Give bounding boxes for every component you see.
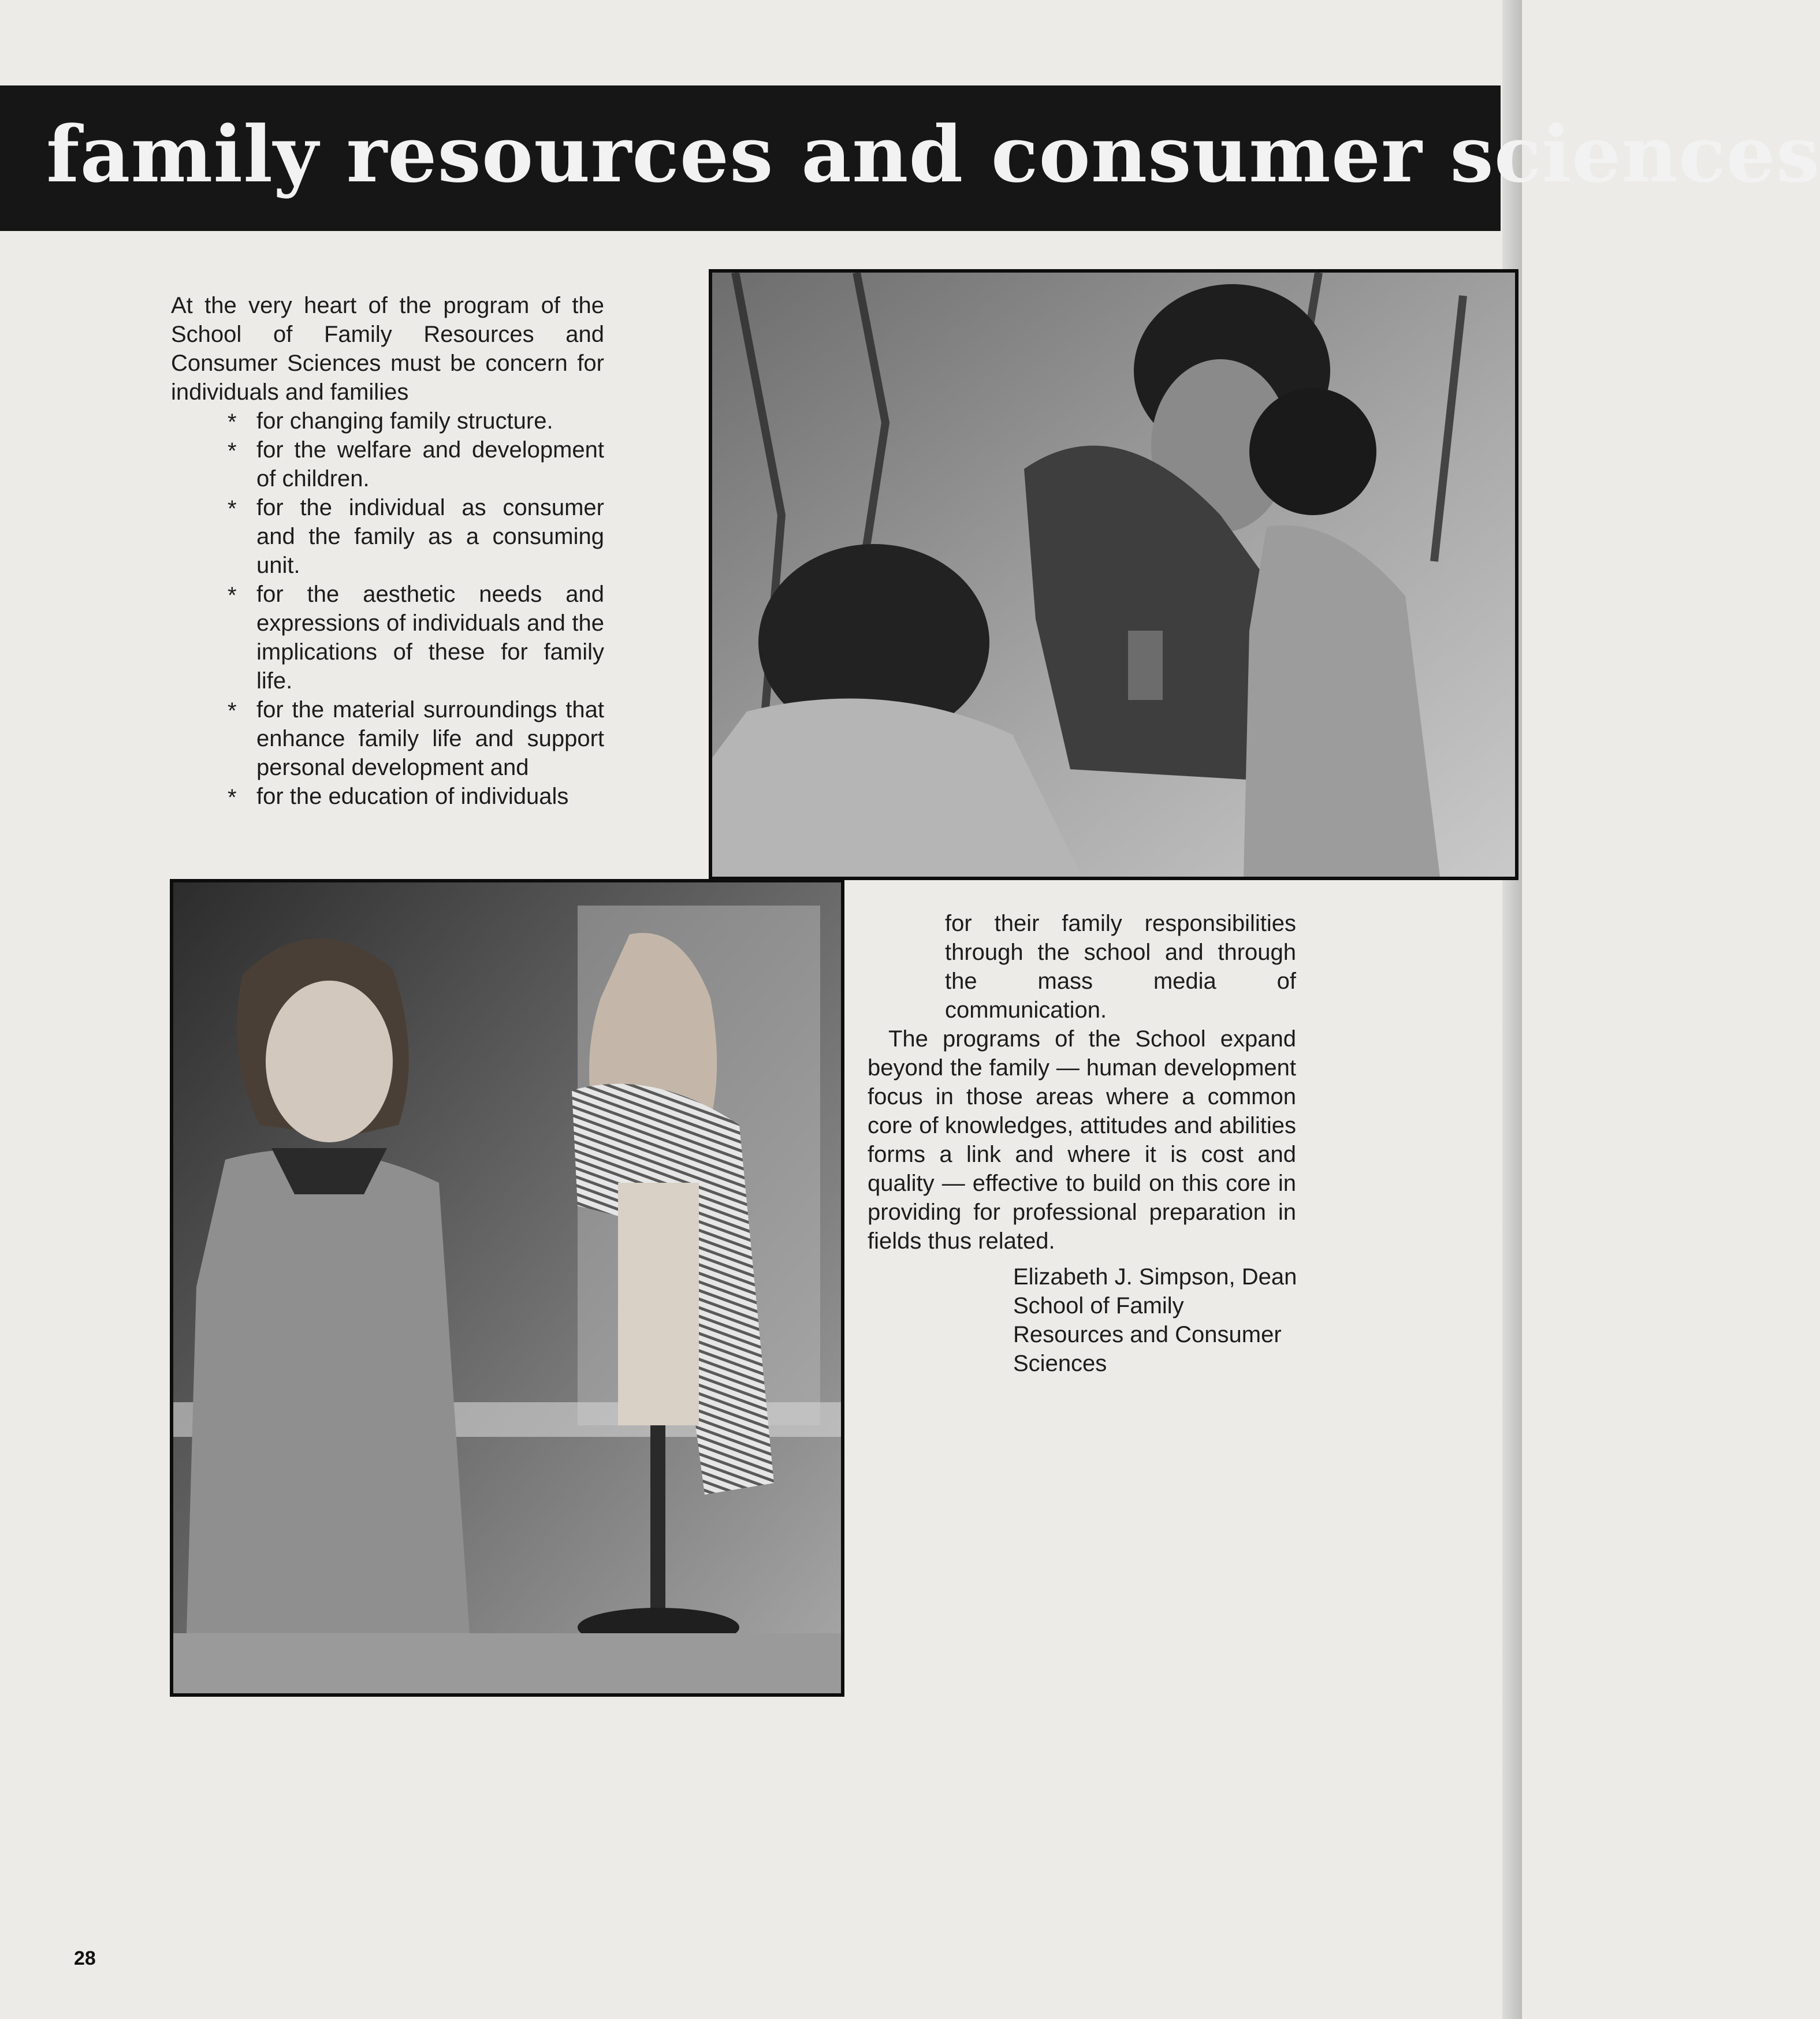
bullet-text: for the material surroundings that enhance family life and support personal development and bbox=[256, 697, 604, 780]
bullet-marker: * bbox=[228, 409, 237, 435]
photo-teacher-with-children-graphic bbox=[712, 273, 1515, 877]
bullet-text: for the aesthetic needs and expressions of individuals and the implications of these for family life. bbox=[256, 582, 604, 694]
signature-line: Sciences bbox=[1013, 1351, 1107, 1376]
signature-block bbox=[1013, 1262, 1313, 1378]
list-item bbox=[228, 580, 604, 695]
signature-name: Elizabeth J. Simpson, Dean bbox=[1013, 1264, 1297, 1290]
intro-paragraph: At the very heart of the program of the School of Family Resources and Consumer Sciences must be concern for individuals and families bbox=[171, 293, 604, 405]
bullet-list bbox=[228, 407, 604, 811]
photo-teacher-with-children bbox=[709, 269, 1518, 880]
bullet-marker: * bbox=[228, 785, 237, 810]
programs-paragraph bbox=[868, 1025, 1296, 1256]
bullet-text: for the welfare and development of children. bbox=[256, 437, 604, 491]
continuation-paragraph: for their family responsibilities through the school and through the mass media of communication. bbox=[945, 911, 1296, 1023]
programs-paragraph-text: The programs of the School expand beyond the family — human development focus in those areas where a common core of knowledges, attitudes and abilities forms a link and where it is cost and quality — effective to build on this core in providing for professional preparation in fields thus related. bbox=[868, 1026, 1296, 1254]
list-item bbox=[228, 493, 604, 580]
list-item bbox=[228, 407, 604, 435]
signature-line: School of Family bbox=[1013, 1293, 1184, 1318]
photo-student-with-dress-form bbox=[170, 879, 844, 1697]
photo-student-with-dress-form-graphic bbox=[173, 882, 841, 1693]
bullet-text: for the education of individuals bbox=[256, 784, 569, 809]
title-banner bbox=[0, 85, 1820, 231]
list-item bbox=[228, 695, 604, 782]
signature-line: Resources and Consumer bbox=[1013, 1322, 1282, 1347]
page-title: family resources and consumer sciences bbox=[46, 109, 1820, 200]
bullet-marker: * bbox=[228, 496, 237, 521]
bullet-marker: * bbox=[228, 698, 237, 724]
bullet-text: for changing family structure. bbox=[256, 408, 553, 434]
bullet-text: for the individual as consumer and the family as a consuming unit. bbox=[256, 495, 604, 578]
bullet-marker: * bbox=[228, 438, 237, 464]
bullet-marker: * bbox=[228, 583, 237, 608]
list-item bbox=[228, 782, 604, 811]
page-number: 28 bbox=[74, 1947, 96, 1969]
list-item bbox=[228, 435, 604, 493]
